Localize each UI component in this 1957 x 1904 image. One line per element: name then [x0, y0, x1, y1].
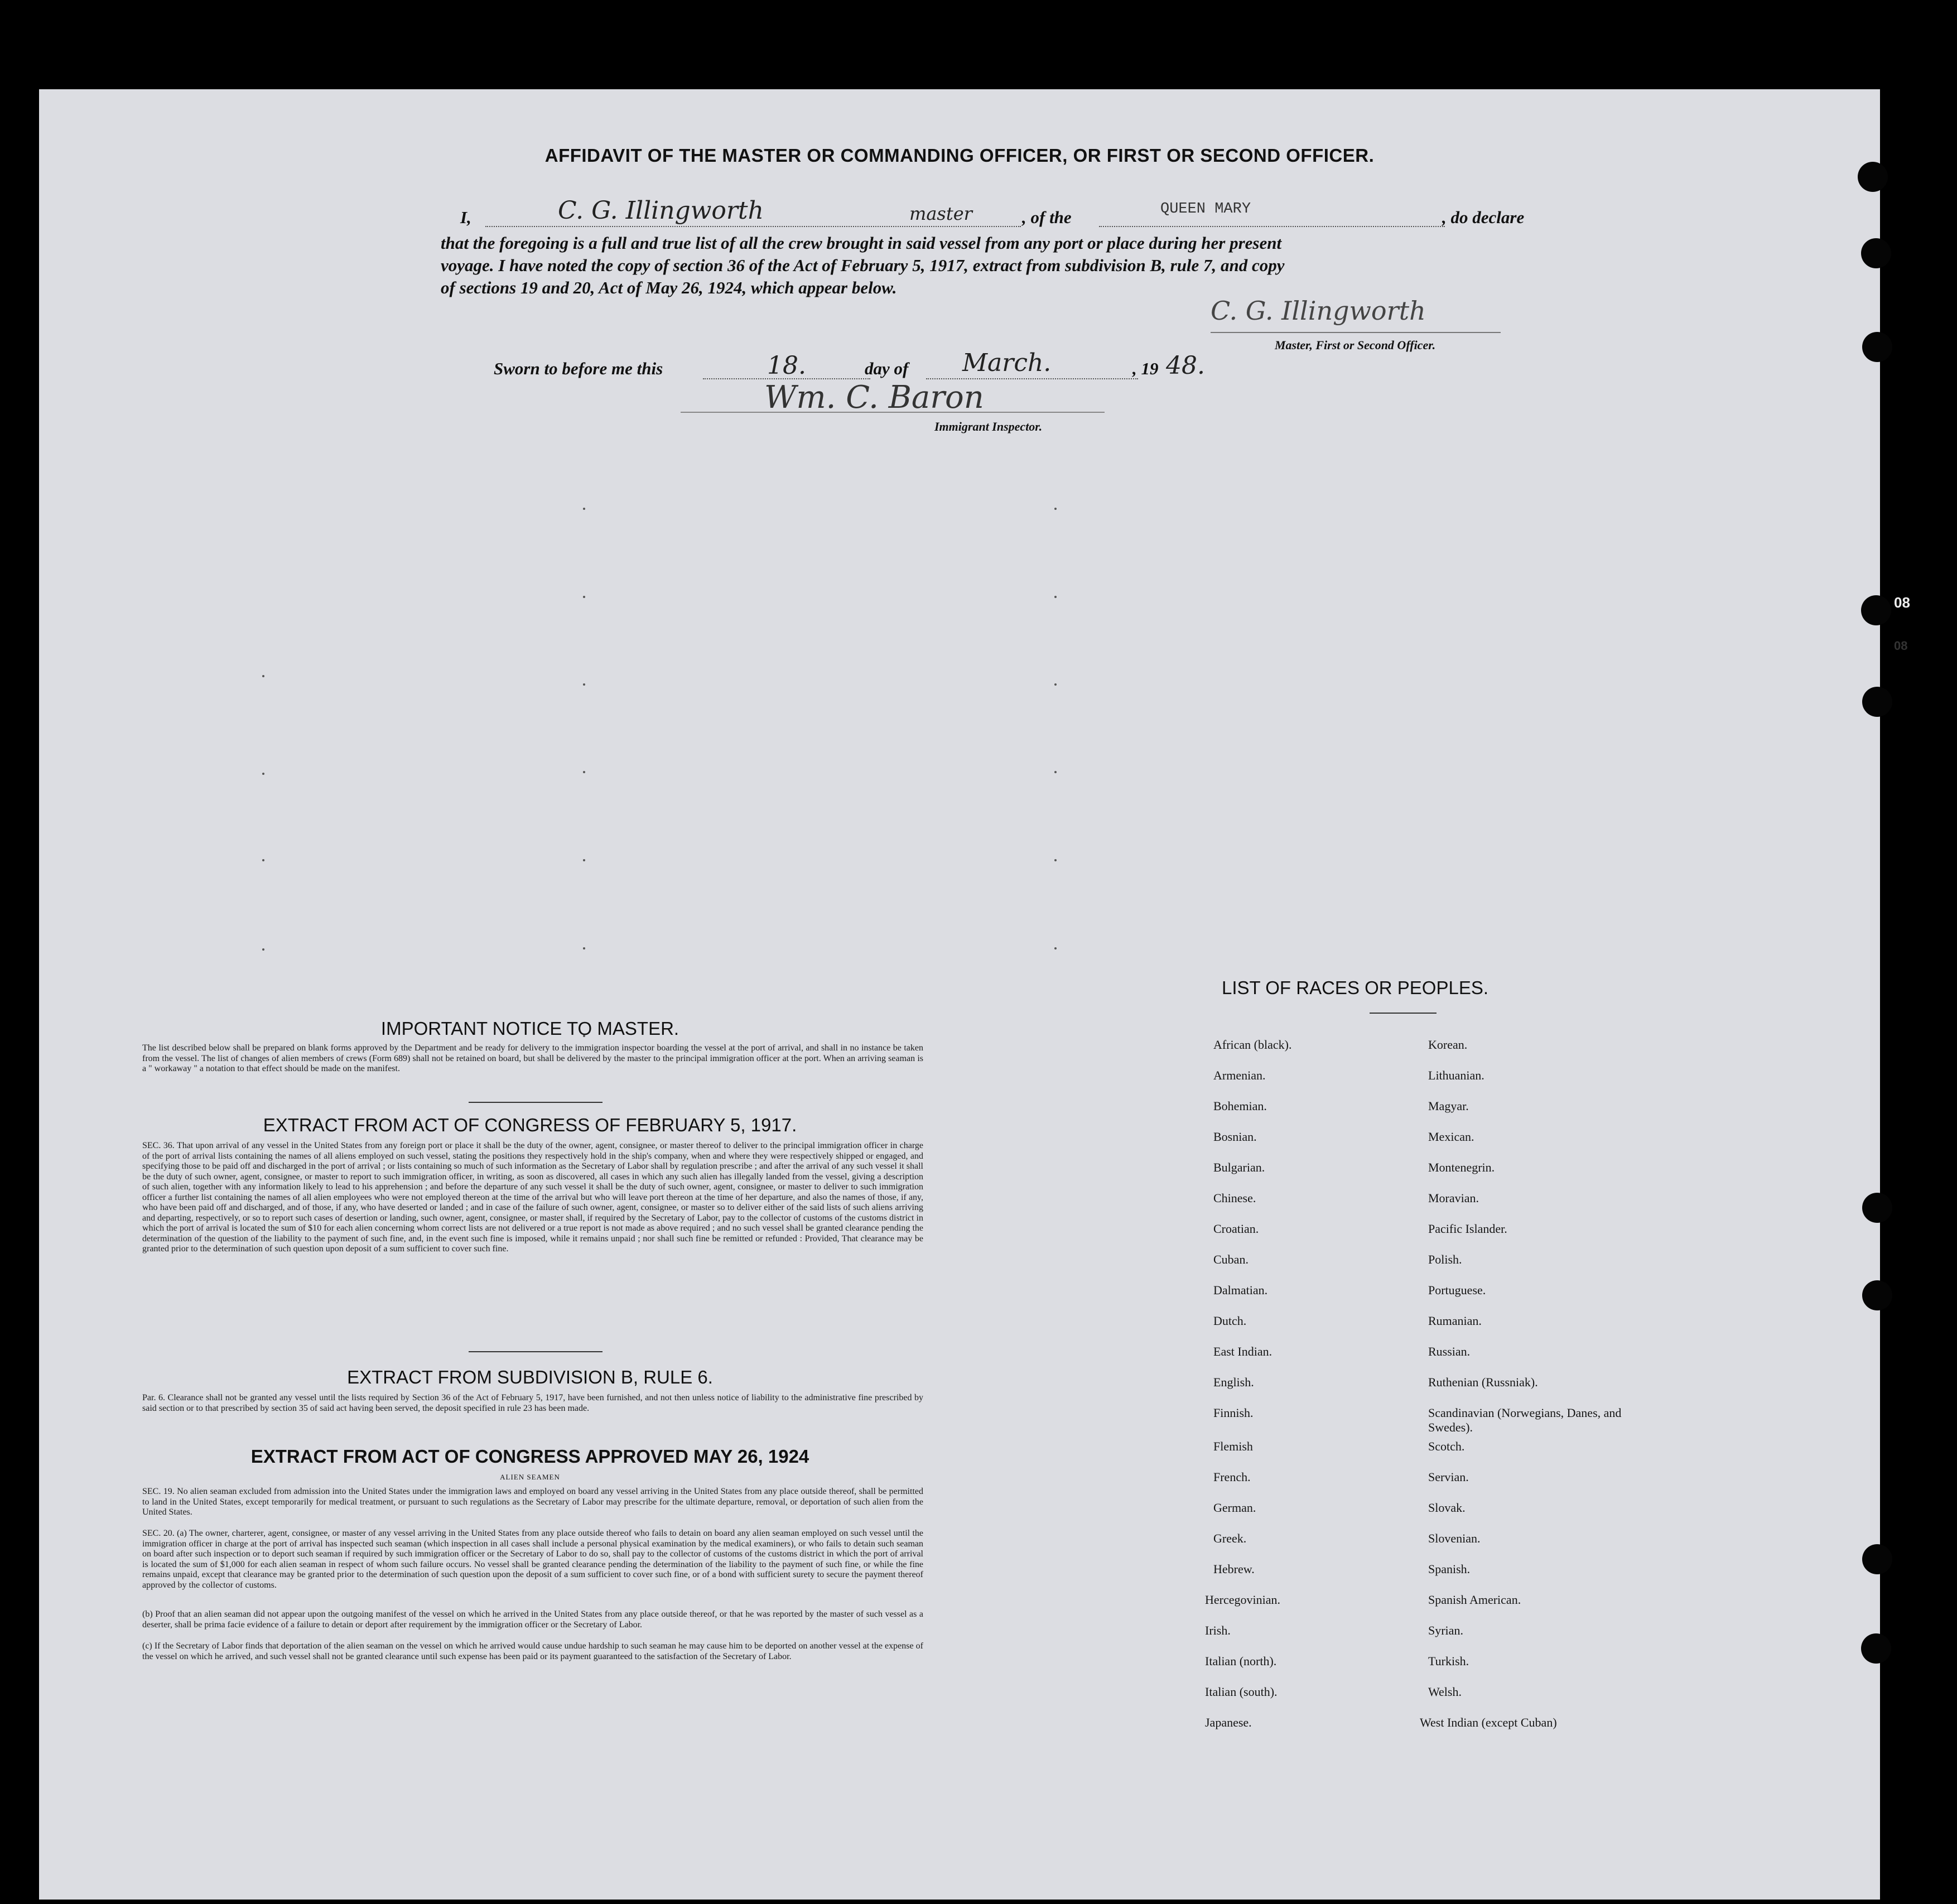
- declaration-line-2: voyage. I have noted the copy of section 36 of the Act of February 5, 1917, extract from subdivision B, rule 7, and copy: [441, 256, 1285, 275]
- extract-1924-heading: EXTRACT FROM ACT OF CONGRESS APPROVED MAY 26, 1924: [250, 1446, 809, 1467]
- punch-hole: [1862, 1193, 1892, 1223]
- punch-hole: [1862, 332, 1892, 362]
- race-right-item: Slovak.: [1428, 1501, 1466, 1515]
- punch-hole: [1861, 1633, 1891, 1664]
- declaration-line-3: of sections 19 and 20, Act of May 26, 1924, which appear below.: [441, 278, 897, 297]
- race-right-item: Servian.: [1428, 1470, 1469, 1484]
- guide-dot: [583, 683, 585, 686]
- guide-dot: [583, 859, 585, 861]
- of-the-label: , of the: [1022, 208, 1072, 227]
- race-left-item: French.: [1213, 1470, 1251, 1484]
- race-right-item: Moravian.: [1428, 1191, 1479, 1205]
- master-signature: C. G. Illingworth: [1211, 296, 1426, 326]
- punch-hole: [1862, 687, 1892, 717]
- race-right-item: Lithuanian.: [1428, 1068, 1484, 1082]
- race-left-item: Dutch.: [1213, 1314, 1247, 1328]
- race-left-item: English.: [1213, 1375, 1254, 1389]
- race-right-item: Scandinavian (Norwegians, Danes, and Swedes).: [1428, 1406, 1622, 1434]
- guide-dot: [1054, 771, 1057, 773]
- race-right-item: Magyar.: [1428, 1099, 1469, 1113]
- guide-dot: [262, 773, 264, 775]
- race-left-item: Croatian.: [1213, 1222, 1259, 1236]
- master-signature-line: [1211, 332, 1501, 333]
- extract-1917-divider: [469, 1351, 602, 1352]
- master-caption: Master, First or Second Officer.: [1275, 338, 1436, 352]
- races-heading: LIST OF RACES OR PEOPLES.: [1222, 977, 1489, 998]
- guide-dot: [583, 771, 585, 773]
- guide-dot: [583, 596, 585, 598]
- race-right-item: Russian.: [1428, 1344, 1471, 1358]
- vessel-fill-line: [1099, 226, 1445, 227]
- day-of-label: day of: [865, 359, 909, 378]
- rule-6-text: Par. 6. Clearance shall not be granted any vessel until the lists required by Section 36 of the Act of February 5, 1917, have been furnished, and not then unless notice of liability to the administrative fine prescribed by said section or to that prescribed by section 35 of said act having been served, the deposit specified in rule 23 has been made.: [142, 1393, 923, 1413]
- race-right-item: Pacific Islander.: [1428, 1222, 1507, 1236]
- race-left-item: Bohemian.: [1213, 1099, 1267, 1113]
- edge-mark: 08: [1894, 639, 1908, 653]
- sworn-month: March.: [962, 349, 1052, 377]
- inspector-caption: Immigrant Inspector.: [934, 420, 1043, 433]
- races-divider: [1370, 1013, 1437, 1014]
- race-left-item: East Indian.: [1213, 1344, 1272, 1358]
- guide-dot: [583, 947, 585, 949]
- guide-dot: [583, 508, 585, 510]
- guide-dot: [1054, 859, 1057, 861]
- do-declare-label: , do declare: [1442, 208, 1525, 227]
- race-left-item: Hebrew.: [1213, 1562, 1255, 1576]
- race-right-item: Scotch.: [1428, 1439, 1465, 1453]
- guide-dot: [1054, 596, 1057, 598]
- race-right-item: Mexican.: [1428, 1130, 1474, 1144]
- sworn-label: Sworn to before me this: [494, 359, 663, 378]
- race-right-item: Polish.: [1428, 1252, 1462, 1266]
- notice-text: The list described below shall be prepared on blank forms approved by the Department and be ready for delivery to the immigration inspector boarding the vessel at the port of arrival, and shall in no instance be taken from the vessel. The list of changes of alien members of crews (Form 689) shall not be retained on board, but shall be delivered by the master to the principal immigration officer at the port. When an arriving seaman is a " workaway " a notation to that effect should be made on the manifest.: [142, 1043, 923, 1073]
- master-name-handwritten: C. G. Illingworth: [558, 196, 764, 225]
- affidavit-title: AFFIDAVIT OF THE MASTER OR COMMANDING OFFICER, OR FIRST OR SECOND OFFICER.: [544, 145, 1375, 166]
- notice-divider: [469, 1102, 602, 1103]
- race-left-item: Flemish: [1213, 1439, 1253, 1453]
- race-left-item: Dalmatian.: [1213, 1283, 1268, 1297]
- punch-hole: [1861, 238, 1891, 268]
- race-right-item: Rumanian.: [1428, 1314, 1482, 1328]
- race-right-item: Korean.: [1428, 1038, 1468, 1052]
- race-left-item: Bulgarian.: [1213, 1160, 1265, 1174]
- guide-dot: [262, 859, 264, 861]
- punch-hole: [1858, 162, 1888, 192]
- race-right-item: Slovenian.: [1428, 1531, 1481, 1545]
- race-right-item: Ruthenian (Russniak).: [1428, 1375, 1538, 1389]
- rule-6-heading: EXTRACT FROM SUBDIVISION B, RULE 6.: [347, 1367, 713, 1387]
- sworn-day: 18.: [767, 351, 806, 380]
- race-left-item: Irish.: [1205, 1623, 1231, 1637]
- race-left-item: Hercegovinian.: [1205, 1593, 1280, 1607]
- year-prefix: , 19: [1132, 359, 1159, 378]
- race-right-item: Spanish.: [1428, 1562, 1471, 1576]
- i-label: I,: [460, 208, 471, 227]
- guide-dot: [1054, 947, 1057, 949]
- race-right-item: Spanish American.: [1428, 1593, 1521, 1607]
- race-right-item: West Indian (except Cuban): [1420, 1715, 1557, 1729]
- punch-hole: [1862, 1544, 1892, 1574]
- punch-hole: [1862, 1280, 1892, 1310]
- alien-seamen-subheading: ALIEN SEAMEN: [500, 1473, 560, 1481]
- race-right-item: Turkish.: [1428, 1654, 1469, 1668]
- declaration-line-1: that the foregoing is a full and true list of all the crew brought in said vessel from any port or place during her present: [441, 233, 1282, 253]
- race-right-item: Montenegrin.: [1428, 1160, 1495, 1174]
- race-left-item: Italian (north).: [1205, 1654, 1277, 1668]
- race-right-item: Welsh.: [1428, 1685, 1462, 1699]
- race-left-item: Bosnian.: [1213, 1130, 1257, 1144]
- race-left-item: German.: [1213, 1501, 1256, 1515]
- race-left-item: Japanese.: [1205, 1715, 1252, 1729]
- edge-mark: 08: [1894, 594, 1910, 611]
- guide-dot: [1054, 683, 1057, 686]
- document-page: [39, 89, 1910, 1900]
- race-left-item: Chinese.: [1213, 1191, 1256, 1205]
- name-fill-line: [485, 226, 1021, 227]
- sec-20b-text: (b) Proof that an alien seaman did not appear upon the outgoing manifest of the vessel on which he arrived in the United States from any place outside thereof, or that he was reported by the master of such vessel as a deserter, shall be prima facie evidence of a failure to detain or deport after requirement by the immigration officer or the Secretary of Labor.: [142, 1609, 923, 1630]
- guide-dot: [262, 948, 264, 951]
- master-title-handwritten: master: [909, 203, 972, 224]
- race-left-item: Armenian.: [1213, 1068, 1266, 1082]
- race-left-item: Finnish.: [1213, 1406, 1254, 1420]
- guide-dot: [1054, 508, 1057, 510]
- sec-20c-text: (c) If the Secretary of Labor finds that deportation of the alien seaman on the vessel on which he arrived would cause undue hardship to such seaman he may cause him to be deported on another vessel at the expense of the vessel on which he arrived, and such vessel shall not be granted clearance until such expense has been paid or its payment guaranteed to the satisfaction of the Secretary of Labor.: [142, 1641, 923, 1661]
- race-right-item: Portuguese.: [1428, 1283, 1486, 1297]
- extract-1917-heading: EXTRACT FROM ACT OF CONGRESS OF FEBRUARY 5, 1917.: [263, 1115, 797, 1135]
- sec-20a-text: SEC. 20. (a) The owner, charterer, agent, consignee, or master of any vessel arriving in the United States from any place outside thereof who fails to detain on board any alien seaman employed on such vessel until the immigration officer in charge at the port of arrival has inspected such seaman (which inspection in all cases shall include a personal physical examination by the medical examiners), or who fails to detain such seaman on board after such inspection or to deport such seaman if required by such immigration officer or the Secretary of Labor to do so, shall pay to the collector of customs of the customs district in which the port of arrival is located the sum of $1,000 for each alien seaman in respect of whom such failure occurs. No vessel shall be granted clearance pending the determination of the liability to the payment of such fine, or while the fine remains unpaid, except that clearance may be granted prior to the determination of such question upon the deposit of a sum sufficient to cover such fine, or of a bond with sufficient surety to secure the payment thereof approved by the collector of customs.: [142, 1529, 923, 1590]
- inspector-signature: Wm. C. Baron: [764, 379, 984, 416]
- race-left-item: Cuban.: [1213, 1252, 1249, 1266]
- race-right-item: Syrian.: [1428, 1623, 1463, 1637]
- extract-1917-text: SEC. 36. That upon arrival of any vessel in the United States from any foreign port or place it shall be the duty of the owner, agent, consignee, or master thereof to deliver to the principal immigration officer in charge of the port of arrival lists containing the names of all aliens employed on such vessel, stating the positions they respectively hold in the ship's company, when and where they were respectively shipped or engaged, and specifying those to be paid off and discharged in the port of arrival ; or lists containing so much of such information as the Secretary of Labor shall by regulation prescribe ; and after the arrival of any such vessel it shall be the duty of such owner, agent, consignee, or master to report to such immigration officer, in writing, as soon as discovered, all cases in which any such alien has illegally landed from the vessel, giving a description of such alien, together with any information likely to lead to his apprehension ; and before the departure of any such vessel it shall be the duty of such owner, agent, consignee, or master to deliver to such immigration officer a further list containing the names of all alien employees who were not employed thereon at the time of the arrival but who will leave port thereon at the time of her departure, and also the names of those, if any, who have been paid off and discharged, and of those, if any, who have deserted or landed ; and in case of the failure of such owner, agent, consignee, or master so to deliver either of the said lists of such aliens arriving and departing, respectively, or so to report such cases of desertion or landing, such owner, agent, consignee, or master shall, if required by the Secretary of Labor, pay to the collector of customs of the customs district in which the port of arrival is located the sum of $10 for each alien concerning whom correct lists are not delivered or a true report is not made as above required ; and no such vessel shall be granted clearance pending the determination of the question of the liability to the payment of such fine, and, in the event such fine is imposed, while it remains unpaid ; nor shall such fine be remitted or refunded : Provided, That clearance may be granted prior to the determination of such question upon deposit of a sum sufficient to cover such fine.: [142, 1141, 923, 1254]
- race-left-item: African (black).: [1213, 1038, 1292, 1052]
- guide-dot: [262, 675, 264, 677]
- punch-hole: [1861, 595, 1891, 625]
- race-left-item: Greek.: [1213, 1531, 1247, 1545]
- vessel-name: QUEEN MARY: [1160, 201, 1251, 218]
- sec-19-text: SEC. 19. No alien seaman excluded from admission into the United States under the immigration laws and employed on board any vessel arriving in the United States from any place outside thereof, shall be permitted to land in the United States, except temporarily for medical treatment, or pursuant to such regulations as the Secretary of Labor may prescribe for the ultimate departure, removal, or deportation of such alien from the United States.: [142, 1487, 923, 1517]
- race-left-item: Italian (south).: [1205, 1685, 1278, 1699]
- sworn-year-suffix: 48.: [1166, 351, 1205, 380]
- notice-heading: IMPORTANT NOTICE TO MASTER.: [380, 1018, 679, 1039]
